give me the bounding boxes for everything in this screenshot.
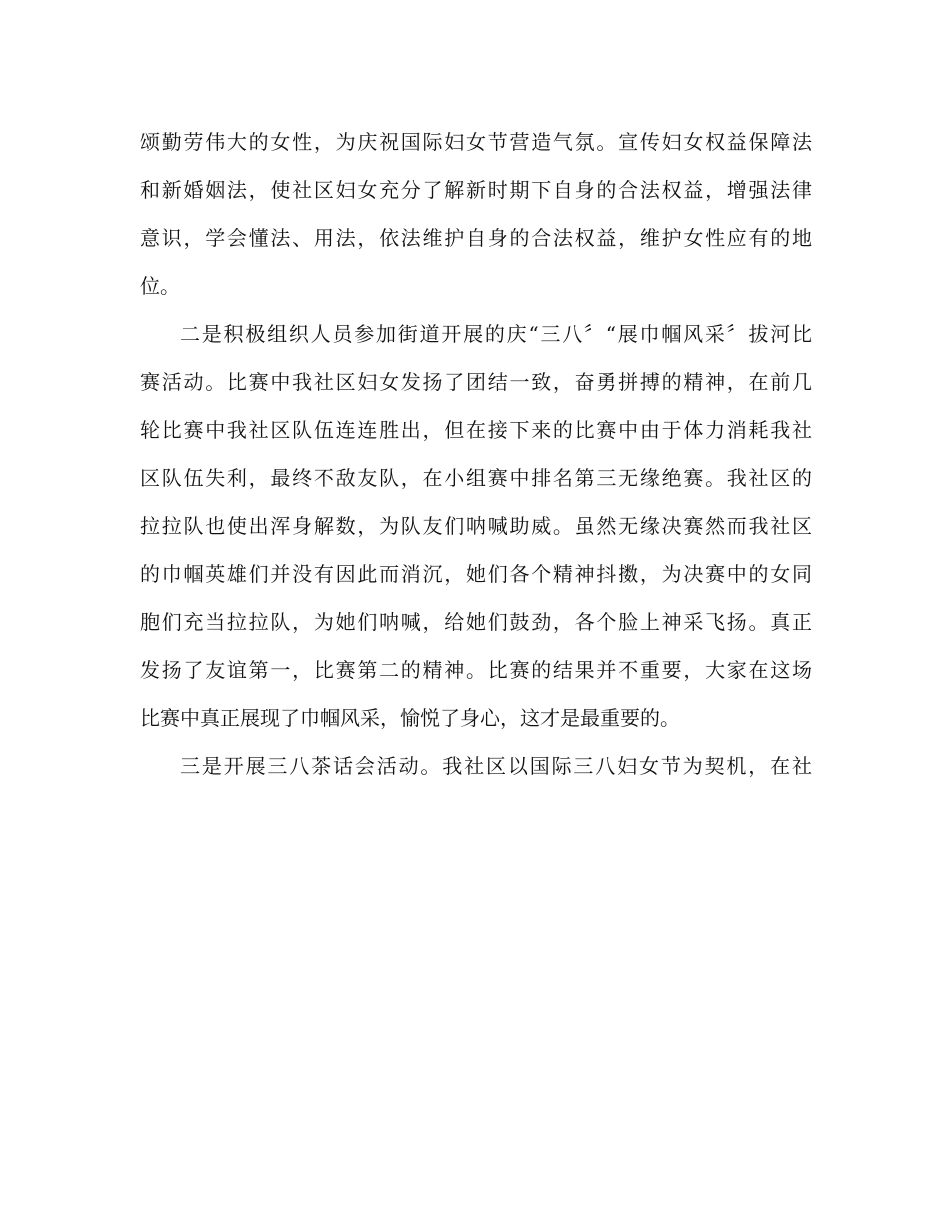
text-line: 比赛中真正展现了巾帼风采，愉悦了身心，这才是最重要的。: [140, 706, 680, 730]
text-line: 颂勤劳伟大的女性，为庆祝国际妇女节营造气氛。宣传妇女权益保障法: [140, 130, 812, 154]
text-line: 赛活动。比赛中我社区妇女发扬了团结一致，奋勇拼搏的精神，在前几: [140, 370, 812, 394]
text-line: 区队伍失利，最终不敌友队，在小组赛中排名第三无缘绝赛。我社区的: [140, 466, 812, 490]
text-line: 和新婚姻法，使社区妇女充分了解新时期下自身的合法权益，增强法律: [140, 178, 812, 202]
text-line: 三是开展三八茶话会活动。我社区以国际三八妇女节为契机，在社: [180, 754, 812, 778]
text-line: 拉拉队也使出浑身解数，为队友们呐喊助威。虽然无缘决赛然而我社区: [140, 514, 812, 538]
text-line: 二是积极组织人员参加街道开展的庆“三八〞“展巾帼风采〞拔河比: [180, 322, 812, 346]
document-body: [140, 118, 812, 790]
paragraph-2: [140, 310, 812, 742]
text-line: 位。: [140, 274, 180, 298]
text-line: 的巾帼英雄们并没有因此而消沉，她们各个精神抖擞，为决赛中的女同: [140, 562, 812, 586]
paragraph-1: [140, 118, 812, 310]
paragraph-3: [140, 742, 812, 790]
text-line: 意识，学会懂法、用法，依法维护自身的合法权益，维护女性应有的地: [140, 226, 812, 250]
text-line: 轮比赛中我社区队伍连连胜出，但在接下来的比赛中由于体力消耗我社: [140, 418, 812, 442]
text-line: 胞们充当拉拉队，为她们呐喊，给她们鼓劲，各个脸上神采飞扬。真正: [140, 610, 812, 634]
text-line: 发扬了友谊第一，比赛第二的精神。比赛的结果并不重要，大家在这场: [140, 658, 812, 682]
